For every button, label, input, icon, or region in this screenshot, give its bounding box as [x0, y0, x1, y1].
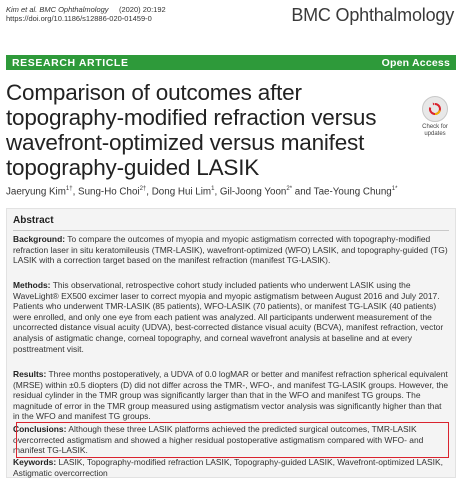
methods-label: Methods: — [13, 280, 51, 290]
results-text: Three months postoperatively, a UDVA of 0.0 logMAR or better and manifest refraction spherical equivalent (MRSE) within ±0.5 diopters (D) did not differ across the TMR-, WFO-, and manifest TG-LASIK groups. However, the residual cylinder in the TMR group was significantly larger than that in the WFO and manifest TG groups. The magnitude of error in the TMR group measured using astigmatism vector analysis was significantly higher than that in the WFO and manifest TG groups. — [13, 369, 449, 422]
author-name[interactable]: Jaeryung Kim — [6, 186, 66, 198]
author-affiliation: 1 — [211, 186, 215, 192]
citation-header — [6, 5, 166, 23]
author-conjunction: and — [294, 186, 312, 198]
author-name[interactable]: Gil-Joong Yoon — [219, 186, 287, 198]
conclusions-highlight-box — [16, 422, 449, 458]
open-access-label: Open Access — [381, 56, 450, 69]
abstract-results — [13, 369, 449, 422]
abstract-methods — [13, 280, 449, 354]
background-label: Background: — [13, 234, 66, 244]
author-affiliation: 2* — [286, 186, 293, 192]
abstract-box — [6, 208, 456, 478]
author-name[interactable]: Sung-Ho Choi — [78, 186, 140, 198]
abstract-background — [13, 234, 449, 266]
background-text: To compare the outcomes of myopia and myopic astigmatism corrected with topography-modified refraction laser in situ keratomileusis (TMR-LASIK), wavefront-optimized (WFO) LASIK, and topography-guided (TG) LASIK with a correction target based on the manifest refraction (manifest TG-LASIK). — [13, 234, 448, 266]
article-type-banner — [6, 55, 456, 70]
conclusions-text: Although these three LASIK platforms achieved the predicted surgical outcomes, TMR-LASIK overcorrected astigmatism and showed a higher residual postoperative astigmatism compared with WFO- and manifest TG-LASIK. — [13, 424, 424, 456]
abstract-heading: Abstract — [13, 215, 54, 226]
keywords-text: LASIK, Topography-modified refraction LASIK, Topography-guided LASIK, Wavefront-optimized LASIK, Astigmatic overcorrection — [13, 457, 443, 478]
citation-authors: Kim et al. BMC Ophthalmology — [6, 5, 109, 14]
doi-link[interactable]: https://doi.org/10.1186/s12886-020-01459-0 — [6, 14, 152, 23]
abstract-divider — [13, 230, 449, 231]
refresh-icon — [422, 96, 448, 122]
journal-name: BMC Ophthalmology — [291, 5, 454, 25]
keywords-label: Keywords: — [13, 457, 57, 467]
author-affiliation: 2† — [139, 186, 147, 192]
results-label: Results: — [13, 369, 47, 379]
author-name[interactable]: Dong Hui Lim — [151, 186, 212, 198]
article-title: Comparison of outcomes after topography-modified refraction versus wavefront-optimized versus manifest topography-guided LASIK — [6, 80, 377, 180]
author-affiliation: 1† — [65, 186, 73, 192]
author-affiliation: 1* — [391, 186, 398, 192]
check-for-updates-label: Check for updates — [422, 124, 448, 137]
author-list: Jaeryung Kim$^{1\dagger}$, Sung-Ho Choi$^{2\dagger}$, Dong Hui Lim$^1$, Gil-Joong Yoon$^{2*}$ and Tae-Young Chung$^{1*}$ — [6, 186, 398, 198]
citation-volume: (2020) 20:192 — [108, 5, 166, 14]
check-for-updates-button[interactable] — [416, 96, 454, 138]
conclusions-label: Conclusions: — [13, 424, 67, 434]
article-type-label: RESEARCH ARTICLE — [12, 56, 129, 69]
methods-text: This observational, retrospective cohort study included patients who underwent LASIK using the WaveLight® EX500 excimer laser to correct myopia and myopic astigmatism between August 2016 and July 2017. Patients who underwent TMR-LASIK (85 patients), WFO-LASIK (70 patients), or manifest TG-LASIK (40 patients) were enrolled, and only one eye from each patient was analyzed. All participants underwent measurement of the uncorrected distance visual acuity (UDVA), best-corrected distance visual acuity (BCVA), manifest refraction, vector analysis of astigmatic change, corneal topography, and corneal wavefront analysis at baseline and at every posttreatment visit. — [13, 280, 444, 354]
abstract-keywords — [13, 457, 449, 478]
author-name[interactable]: Tae-Young Chung — [313, 186, 392, 198]
